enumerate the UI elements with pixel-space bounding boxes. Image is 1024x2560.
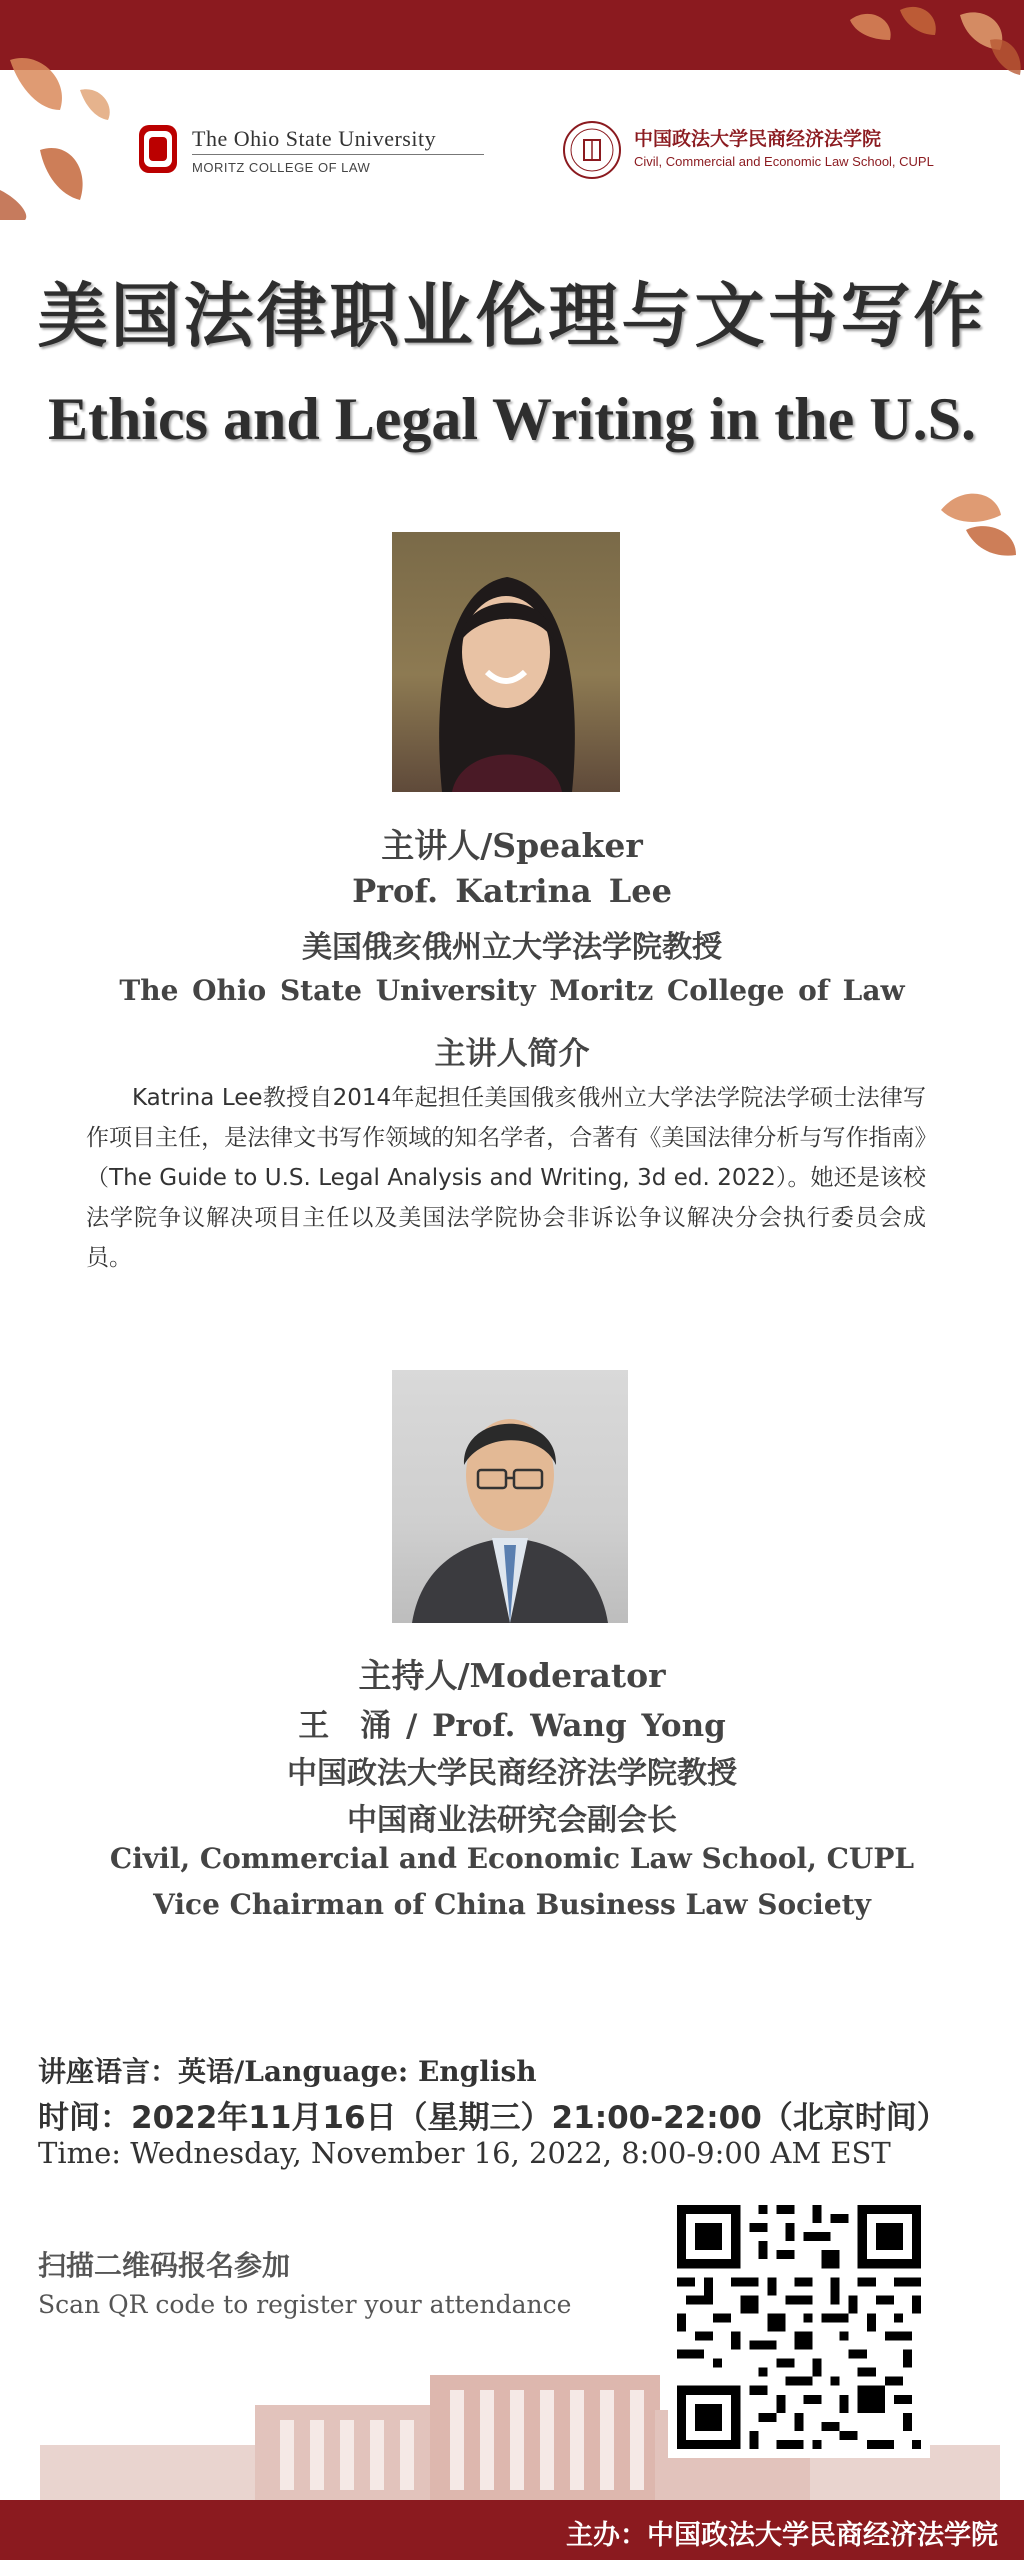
event-language: 讲座语言：英语/Language: English bbox=[38, 2055, 537, 2088]
osu-moritz-logo bbox=[138, 120, 488, 182]
speaker-bio: Katrina Lee教授自2014年起担任美国俄亥俄州立大学法学院法学硕士法律写作项目主任，是法律文书写作领域的知名学者，合著有《美国法律分析与写作指南》（The Guide to U.S. Legal Analysis and Writing, 3d ed. 2022）。她还是该校法学院争议解决项目主任以及美国法学院协会非诉讼争议解决分会执行委员会成员。 bbox=[86, 1085, 926, 1271]
page-title-cn: 美国法律职业伦理与文书写作 bbox=[37, 275, 987, 357]
event-time-cn: 时间：2022年11月16日（星期三）21:00-22:00（北京时间） bbox=[38, 2100, 948, 2136]
moderator-name: 王 涌 / Prof. Wang Yong bbox=[298, 1708, 726, 1744]
speaker-affiliation-cn: 美国俄亥俄州立大学法学院教授 bbox=[302, 930, 722, 965]
moderator-affiliation-cn-2: 中国商业法研究会副会长 bbox=[347, 1803, 677, 1838]
speaker-name: Prof. Katrina Lee bbox=[352, 872, 672, 910]
page-title-en: Ethics and Legal Writing in the U.S. bbox=[48, 386, 976, 452]
cupl-seal-icon bbox=[562, 120, 622, 180]
osu-college: MORITZ COLLEGE OF LAW bbox=[192, 160, 371, 175]
moderator-affiliation-en-2: Vice Chairman of China Business Law Society bbox=[153, 1888, 871, 1921]
scan-instruction-cn: 扫描二维码报名参加 bbox=[38, 2249, 291, 2282]
osu-divider bbox=[192, 154, 484, 155]
event-time-en: Time: Wednesday, November 16, 2022, 8:00-9:00 AM EST bbox=[38, 2136, 891, 2170]
moderator-affiliation-en-1: Civil, Commercial and Economic Law School, CUPL bbox=[109, 1842, 915, 1875]
cupl-name-cn: 中国政法大学民商经济法学院 bbox=[634, 128, 882, 150]
registration-qr-code[interactable] bbox=[668, 2196, 930, 2458]
scan-instruction-en: Scan QR code to register your attendance bbox=[38, 2290, 572, 2319]
autumn-leaves-mid-right bbox=[936, 480, 1024, 560]
osu-block-o-icon bbox=[138, 124, 178, 174]
host-organizer: 主办：中国政法大学民商经济法学院 bbox=[566, 2520, 998, 2551]
moderator-label: 主持人/Moderator bbox=[358, 1656, 666, 1695]
autumn-leaves-top-right bbox=[840, 0, 1024, 80]
cupl-logo bbox=[562, 118, 934, 184]
autumn-leaves-left bbox=[0, 50, 120, 220]
osu-name: The Ohio State University bbox=[192, 126, 437, 151]
moderator-photo bbox=[392, 1370, 628, 1623]
speaker-photo bbox=[392, 532, 620, 792]
moderator-affiliation-cn-1: 中国政法大学民商经济法学院教授 bbox=[287, 1756, 737, 1791]
speaker-affiliation-en: The Ohio State University Moritz College of Law bbox=[119, 974, 905, 1007]
cupl-name-en: Civil, Commercial and Economic Law School, CUPL bbox=[634, 154, 934, 169]
speaker-label: 主讲人/Speaker bbox=[381, 826, 643, 865]
speaker-bio-title: 主讲人简介 bbox=[434, 1036, 590, 1072]
